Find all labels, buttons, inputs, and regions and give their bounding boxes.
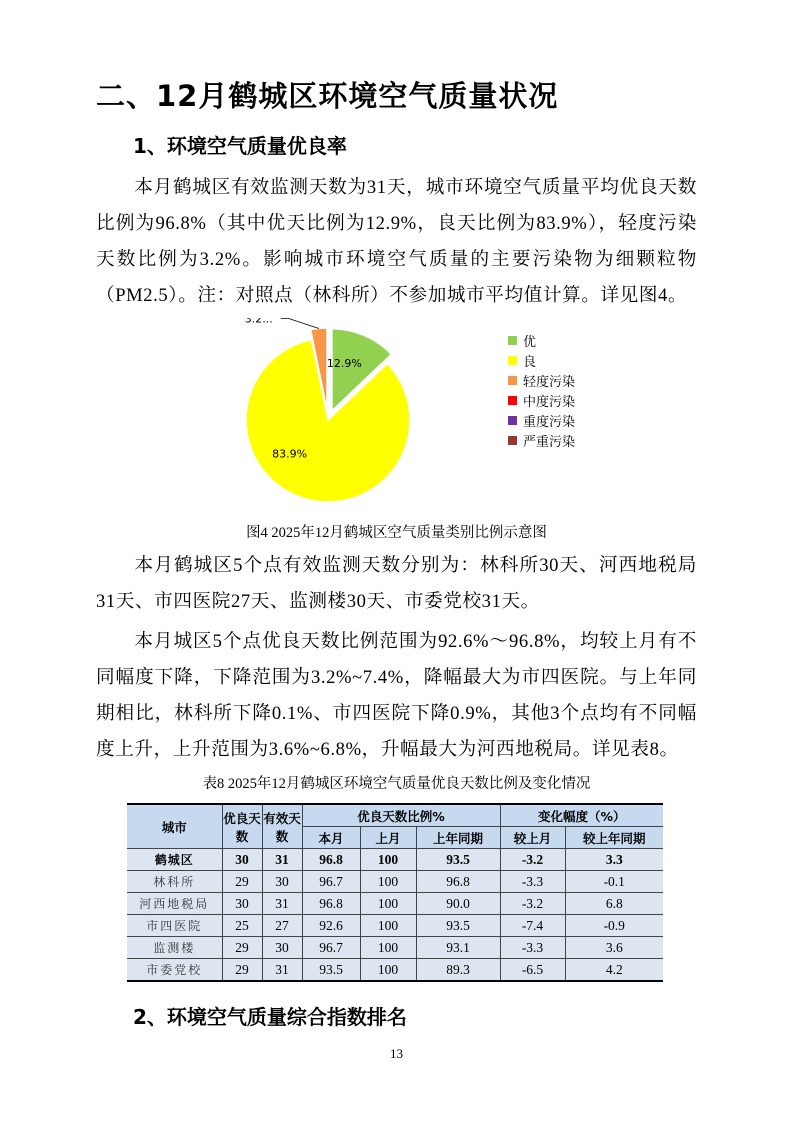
header-change-group: 变化幅度（%） (500, 804, 663, 827)
page-number: 13 (390, 1046, 403, 1061)
figure-caption: 图4 2025年12月鹤城区空气质量类别比例示意图 (246, 525, 547, 541)
header-ratio-group: 优良天数比例% (302, 804, 500, 827)
table-row (127, 937, 663, 959)
legend-item-severe-pollution (508, 430, 575, 450)
paragraph-ratio-change-text: 本月城区5个点优良天数比例范围为92.6%～96.8%，均较上月有不同幅度下降，下降范围为3.2%~7.4%，降幅最大为市四医院。与上年同期相比，林科所下降0.1%、市四医院下降0.9%，其他3个点均有不同幅度上升，上升范围为3.6%~6.8%，升幅最大为河西地税局。详见表8。 (96, 631, 697, 760)
cell-city: 鹤城区 (127, 849, 222, 871)
cell-last-year: 93.5 (416, 915, 500, 937)
table-row (127, 959, 663, 982)
header-vs-last-year: 较上年同期 (565, 827, 663, 849)
paragraph-summary-text: 本月鹤城区有效监测天数为31天，城市环境空气质量平均优良天数比例为96.8%（其中优天比例为12.9%，良天比例为83.9%），轻度污染天数比例为3.2%。影响城市环境空气质量的主要污染物为细颗粒物（PM2.5）。注：对照点（林科所）不参加城市平均值计算。详见图4。 (96, 177, 697, 306)
table-row (127, 915, 663, 937)
cell-this-month: 96.7 (302, 937, 360, 959)
cell-this-month: 93.5 (302, 959, 360, 982)
legend-item-moderate-pollution (508, 390, 575, 410)
cell-last-year: 93.1 (416, 937, 500, 959)
subsection-title-excellent-rate: 1、环境空气质量优良率 (133, 134, 347, 158)
legend-item-excellent (508, 330, 575, 350)
header-this-month: 本月 (302, 827, 360, 849)
legend-swatch (508, 436, 517, 445)
legend-swatch (508, 416, 517, 425)
cell-valid-days: 31 (262, 893, 302, 915)
cell-good-days: 29 (222, 871, 262, 893)
cell-vs-last-year: -0.9 (565, 915, 663, 937)
cell-good-days: 30 (222, 893, 262, 915)
cell-last-month: 100 (360, 871, 416, 893)
legend-swatch (508, 336, 517, 345)
cell-last-year: 90.0 (416, 893, 500, 915)
header-last-year: 上年同期 (416, 827, 500, 849)
header-city: 城市 (127, 804, 222, 849)
cell-last-month: 100 (360, 893, 416, 915)
legend-swatch (508, 376, 517, 385)
cell-valid-days: 27 (262, 915, 302, 937)
paragraph-valid-days-text: 本月鹤城区5个点有效监测天数分别为：林科所30天、河西地税局31天、市四医院27天、监测楼30天、市委党校31天。 (96, 555, 697, 612)
cell-last-month: 100 (360, 937, 416, 959)
cell-vs-last-year: 3.6 (565, 937, 663, 959)
section-title: 二、12月鹤城区环境空气质量状况 (96, 79, 559, 113)
legend-label: 轻度污染 (523, 373, 576, 389)
cell-city: 市四医院 (127, 915, 222, 937)
cell-valid-days: 31 (262, 959, 302, 982)
cell-last-month: 100 (360, 915, 416, 937)
cell-last-year: 89.3 (416, 959, 500, 982)
cell-city: 市委党校 (127, 959, 222, 982)
legend-swatch (508, 356, 517, 365)
chart-legend (508, 330, 575, 450)
cell-vs-last-month: -3.2 (500, 893, 565, 915)
legend-label: 中度污染 (523, 393, 576, 409)
legend-item-good (508, 350, 575, 370)
cell-good-days: 30 (222, 849, 262, 871)
subsection-title-index-ranking: 2、环境空气质量综合指数排名 (133, 1005, 407, 1029)
excellent-days-table (127, 803, 663, 982)
cell-vs-last-month: -3.2 (500, 849, 565, 871)
header-good-days: 优良天数 (222, 804, 262, 849)
legend-label: 严重污染 (523, 433, 576, 449)
legend-label: 重度污染 (523, 413, 576, 429)
cell-vs-last-month: -6.5 (500, 959, 565, 982)
cell-valid-days: 31 (262, 849, 302, 871)
header-vs-last-month: 较上月 (500, 827, 565, 849)
cell-vs-last-month: -3.3 (500, 871, 565, 893)
table-caption: 表8 2025年12月鹤城区环境空气质量优良天数比例及变化情况 (202, 776, 591, 792)
pie-data-label-excellent: 12.9% (326, 357, 362, 371)
table-row (127, 849, 663, 871)
cell-vs-last-month: -3.3 (500, 937, 565, 959)
cell-city: 监测楼 (127, 937, 222, 959)
table-row (127, 871, 663, 893)
cell-last-year: 96.8 (416, 871, 500, 893)
cell-city: 河西地税局 (127, 893, 222, 915)
cell-this-month: 96.8 (302, 893, 360, 915)
header-last-month: 上月 (360, 827, 416, 849)
pie-leader-line (281, 318, 319, 328)
cell-valid-days: 30 (262, 871, 302, 893)
legend-label: 优 (523, 333, 537, 349)
pie-data-label-light-pollution: 3.2... (244, 318, 273, 326)
legend-item-light-pollution (508, 370, 575, 390)
table-row (127, 893, 663, 915)
cell-good-days: 29 (222, 937, 262, 959)
cell-this-month: 96.8 (302, 849, 360, 871)
cell-vs-last-year: 3.3 (565, 849, 663, 871)
cell-vs-last-year: -0.1 (565, 871, 663, 893)
legend-item-heavy-pollution (508, 410, 575, 430)
header-valid-days: 有效天数 (262, 804, 302, 849)
cell-good-days: 29 (222, 959, 262, 982)
paragraph-summary (96, 170, 697, 314)
cell-this-month: 92.6 (302, 915, 360, 937)
cell-last-month: 100 (360, 849, 416, 871)
cell-valid-days: 30 (262, 937, 302, 959)
pie-data-label-good: 83.9% (272, 447, 308, 461)
cell-vs-last-month: -7.4 (500, 915, 565, 937)
cell-vs-last-year: 6.8 (565, 893, 663, 915)
cell-good-days: 25 (222, 915, 262, 937)
legend-label: 良 (523, 353, 537, 369)
cell-vs-last-year: 4.2 (565, 959, 663, 982)
paragraph-valid-days (96, 548, 697, 620)
cell-last-month: 100 (360, 959, 416, 982)
cell-city: 林科所 (127, 871, 222, 893)
paragraph-ratio-change (96, 624, 697, 768)
cell-last-year: 93.5 (416, 849, 500, 871)
legend-swatch (508, 396, 517, 405)
cell-this-month: 96.7 (302, 871, 360, 893)
